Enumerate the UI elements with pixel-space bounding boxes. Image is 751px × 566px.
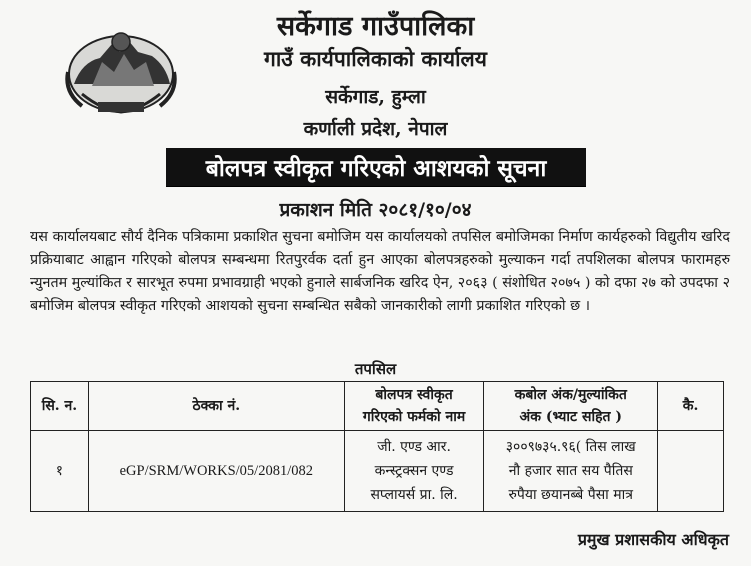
cell-contract-no: eGP/SRM/WORKS/05/2081/082	[88, 431, 344, 512]
header-firm-line1: बोलपत्र स्वीकृत	[375, 387, 453, 403]
notice-title: बोलपत्र स्वीकृत गरिएको आशयको सूचना	[166, 148, 586, 186]
table-header-row	[31, 382, 724, 431]
details-table	[30, 381, 724, 512]
table-row	[31, 431, 724, 512]
header-bid	[484, 382, 658, 431]
header-contract-no: ठेक्का नं.	[88, 382, 344, 431]
bid-line2: नौ हजार सात सय पैतिस	[508, 463, 633, 479]
firm-line1: जी. एण्ड आर.	[377, 439, 451, 455]
office-address: सर्केगाड, हुम्ला	[325, 86, 426, 108]
office-name: गाउँ कार्यपालिकाको कार्यालय	[264, 46, 487, 71]
cell-bid	[484, 431, 658, 512]
cell-sn: १	[31, 431, 89, 512]
header-firm	[344, 382, 484, 431]
signer-title: प्रमुख प्रशासकीय अधिकृत	[577, 530, 729, 549]
header-bid-line2: अंक (भ्याट सहित )	[519, 409, 622, 425]
table-caption: तपसिल	[354, 360, 397, 378]
firm-line3: सप्लायर्स प्रा. लि.	[370, 487, 458, 503]
header-remarks: कै.	[658, 382, 724, 431]
notice-body: यस कार्यालयबाट सौर्य दैनिक पत्रिकामा प्रकाशित सुचना बमोजिम यस कार्यालयको तपसिल बमोजिमका निर्माण कार्यहरुको विद्युतीय खरिद प्रक्रियाबाट आह्वान गरिएको बोलपत्र सम्बन्धमा रितपुरर्वक दर्ता हुन आएका बोलपत्रहरुको मुल्याकन गर्दा तपशिलका बोलपत्र फारामहरु न्युनतम मुल्यांकित र सारभूत रुपमा प्रभावग्राही भएको हुनाले सार्बजनिक खरिद ऐन, २०६३ ( संशोधित २०७५ ) को दफा २७ को उपदफा २ बमोजिम बोलपत्र स्वीकृत गरिएको आशयको सुचना सम्बन्धित सबैको जानकारीको लागी प्रकाशित गरिएको छ ।	[30, 229, 730, 314]
bid-line1: ३००९७३५.९६( तिस लाख	[505, 439, 636, 455]
header-bid-line1: कबोल अंक/मुल्यांकित	[514, 387, 627, 403]
publish-date: प्रकाशन मिति २०८१/१०/०४	[279, 199, 472, 221]
firm-line2: कन्स्ट्रक्सन एण्ड	[374, 463, 454, 479]
header-sn: सि. न.	[31, 382, 89, 431]
municipality-name: सर्केगाड गाउँपालिका	[276, 11, 475, 42]
province-name: कर्णाली प्रदेश, नेपाल	[303, 118, 448, 140]
header-firm-line2: गरिएको फर्मको नाम	[362, 409, 466, 425]
cell-remarks	[658, 431, 724, 512]
cell-firm	[344, 431, 484, 512]
bid-line3: रुपैया छयानब्बे पैसा मात्र	[508, 487, 633, 503]
